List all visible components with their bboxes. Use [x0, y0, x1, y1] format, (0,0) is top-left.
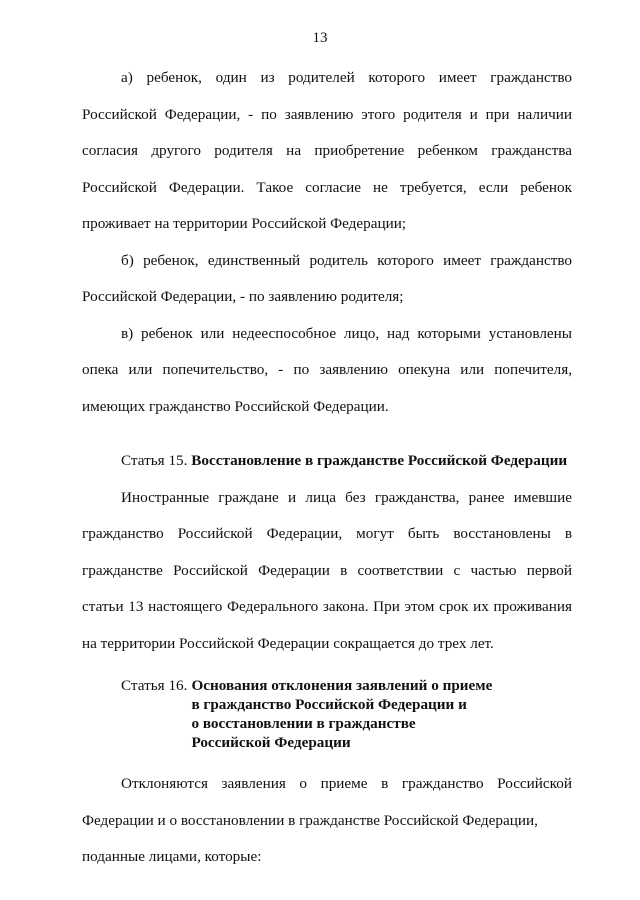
- article-15-label: Статья 15.: [121, 452, 188, 469]
- article-16-title-line: Российской Федерации: [191, 734, 351, 751]
- article-15-heading: [82, 443, 572, 480]
- paragraph-a: а) ребенок, один из родителей которого имеет гражданство Российской Федерации, - по заявлению этого родителя и при наличии согласия другого родителя на приобретение ребенком гражданства Российской Федерации. Такое согласие не требуется, если ребенок проживает на территории Российской Федерации;: [82, 69, 572, 232]
- article-15-body: Иностранные граждане и лица без гражданства, ранее имевшие гражданство Российской Федерации, могут быть восстановлены в гражданстве Российской Федерации в соответствии с частью первой статьи 13 настоящего Федерального закона. При этом срок их проживания на территории Российской Федерации сокращается до трех лет.: [82, 488, 572, 652]
- article-15-title: Восстановление в гражданстве Российской Федерации: [191, 452, 568, 469]
- page-number: 13: [312, 30, 328, 46]
- document-body: [82, 60, 572, 876]
- article-16-body-last: поданные лицами, которые:: [82, 848, 262, 865]
- article-16-heading: [82, 676, 572, 752]
- article-16-label: Статья 16.: [121, 677, 188, 694]
- article-16-body: Отклоняются заявления о приеме в гражданство Российской Федерации и о восстановлении в гражданстве Российской Федерации,: [82, 775, 572, 829]
- paragraph-c: в) ребенок или недееспособное лицо, над которыми установлены опека или попечительство, - по заявлению опекуна или попечителя, имеющих гражданство Российской Федерации.: [82, 324, 572, 415]
- article-16-title-line: о восстановлении в гражданстве: [191, 715, 416, 732]
- article-16-title: [191, 676, 492, 752]
- article-16-title-line: в гражданство Российской Федерации и: [191, 696, 467, 713]
- paragraph-b: б) ребенок, единственный родитель которого имеет гражданство Российской Федерации, - по заявлению родителя;: [82, 251, 572, 305]
- article-16-title-line: Основания отклонения заявлений о приеме: [191, 677, 493, 694]
